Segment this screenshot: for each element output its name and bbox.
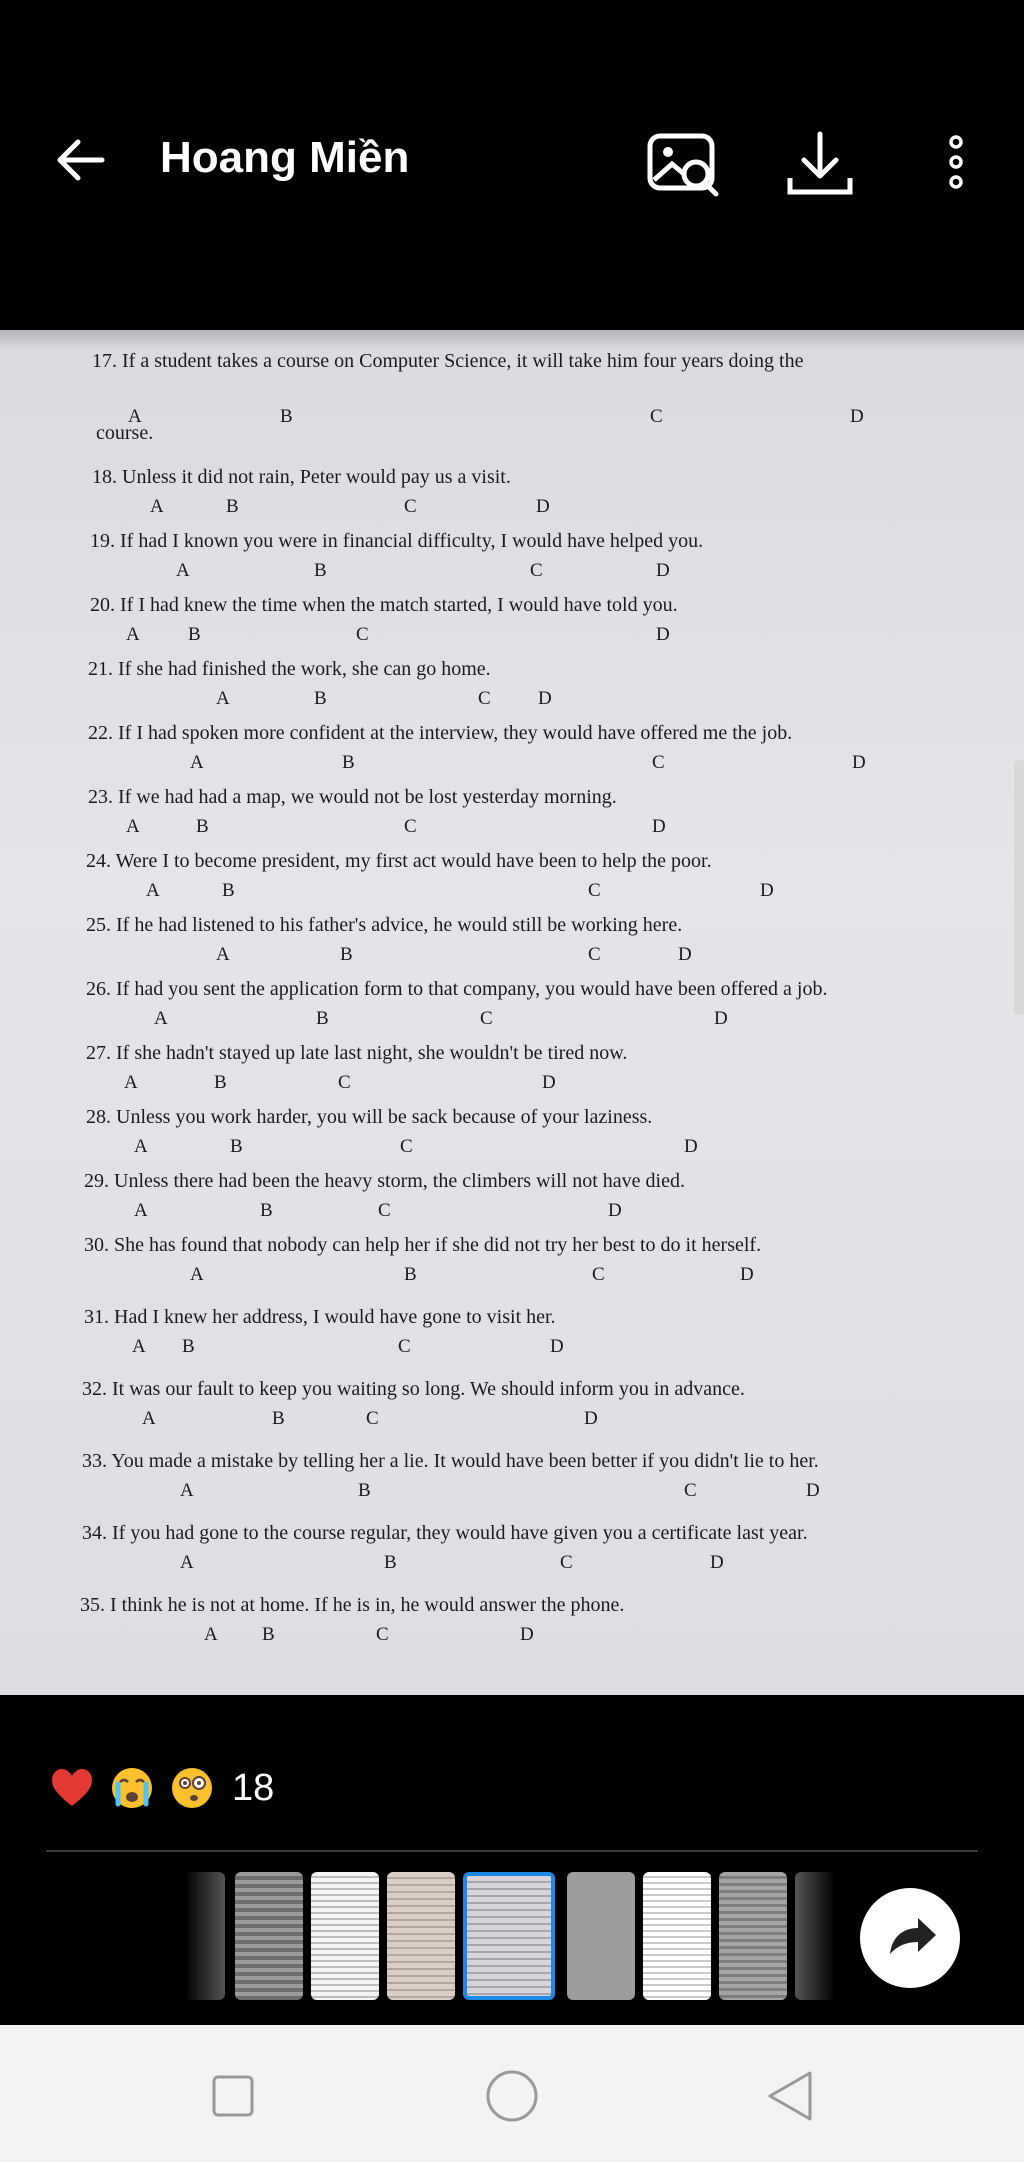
thumbnail-strip[interactable] [185,1872,845,2000]
question-text: I think he is not at home. If he is in, he would answer the phone. [110,1594,625,1616]
option-label: D [656,560,670,581]
question-number: 18. [92,466,117,488]
question-text: If I had knew the time when the match started, I would have told you. [120,594,678,616]
option-label: B [262,1624,275,1645]
question-number: 34. [82,1522,107,1544]
option-label: D [684,1136,698,1157]
option-label: C [398,1336,411,1357]
question-number: 21. [88,658,113,680]
question-text: Were I to become president, my first act would have been to help the poor. [115,850,712,872]
option-label: A [146,880,160,901]
question-text: She has found that nobody can help her if she did not try her best to do it herself. [114,1234,762,1256]
question-text: If she had finished the work, she can go home. [118,658,491,680]
question-text: Had I knew her address, I would have gone to visit her. [114,1306,556,1328]
reaction-count: 18 [232,1766,275,1809]
option-label: C [356,624,369,645]
option-label: C [378,1200,391,1221]
option-label: C [404,496,417,517]
question-number: 25. [86,914,111,936]
option-label: B [272,1408,285,1429]
option-label: A [204,1624,218,1645]
option-label: A [180,1480,194,1501]
question-number: 31. [84,1306,109,1328]
option-label: C [684,1480,697,1501]
option-label: B [404,1264,417,1285]
option-label: A [216,688,230,709]
worksheet-photo[interactable] [0,330,1024,1695]
option-label: D [542,1072,556,1093]
option-label: A [190,1264,204,1285]
side-scroll-handle[interactable] [1014,760,1024,1015]
option-label: C [530,560,543,581]
option-label: B [196,816,209,837]
option-label: B [314,560,327,581]
question-number: 19. [90,530,115,552]
share-button[interactable] [860,1888,960,1988]
thumbnail[interactable] [719,1872,787,2000]
question-text: If a student takes a course on Computer Science, it will take him four years doing the [122,350,804,372]
question-27 [86,1042,627,1065]
option-label: A [180,1552,194,1573]
question-19 [90,530,703,553]
option-label: C [338,1072,351,1093]
question-number: 35. [80,1594,105,1616]
question-17 [92,350,803,373]
option-label: A [126,624,140,645]
option-label: A [134,1136,148,1157]
question-22 [88,722,792,745]
thumbnail[interactable] [185,1872,225,2000]
question-24 [86,850,712,873]
option-label: A [132,1336,146,1357]
question-number: 22. [88,722,113,744]
option-label: A [150,496,164,517]
question-28 [86,1106,652,1129]
question-number: 27. [86,1042,111,1064]
question-text: It was our fault to keep you waiting so long. We should inform you in advance. [112,1378,745,1400]
thumbnail[interactable] [311,1872,379,2000]
option-label: A [124,1072,138,1093]
option-label: C [376,1624,389,1645]
option-label: A [154,1008,168,1029]
option-label: C [560,1552,573,1573]
thumbnail[interactable] [387,1872,455,2000]
option-label: D [538,688,552,709]
option-label: B [230,1136,243,1157]
question-number: 32. [82,1378,107,1400]
option-label: D [550,1336,564,1357]
option-label: C [400,1136,413,1157]
question-21 [88,658,491,681]
question-number: 33. [82,1450,107,1472]
option-label: C [650,406,663,427]
question-text: Unless it did not rain, Peter would pay us a visit. [122,466,511,488]
option-label: B [188,624,201,645]
option-label: D [584,1408,598,1429]
option-label: B [182,1336,195,1357]
option-label: B [260,1200,273,1221]
question-35 [80,1594,624,1617]
question-32 [82,1378,745,1401]
top-bar [0,0,1024,330]
question-29 [84,1170,685,1193]
question-number: 24. [86,850,111,872]
back-nav-icon[interactable] [766,2069,814,2123]
thumbnail[interactable] [235,1872,303,2000]
option-label: D [656,624,670,645]
heart-icon [50,1766,94,1810]
option-label: D [520,1624,534,1645]
question-23 [88,786,617,809]
option-label: D [740,1264,754,1285]
option-label: A [216,944,230,965]
question-text: If she hadn't stayed up late last night, she wouldn't be tired now. [116,1042,628,1064]
thumbnail-selected[interactable] [463,1872,555,2000]
option-label: B [316,1008,329,1029]
question-34 [82,1522,808,1545]
question-text: You made a mistake by telling her a lie. It would have been better if you didn't lie to her. [111,1450,819,1472]
option-label: A [134,1200,148,1221]
question-continuation: course. [96,422,154,444]
option-label: B [214,1072,227,1093]
question-26 [86,978,827,1001]
option-label: C [366,1408,379,1429]
option-label: C [404,816,417,837]
option-label: A [128,406,142,427]
option-label: D [710,1552,724,1573]
option-label: D [714,1008,728,1029]
question-20 [90,594,678,617]
recent-apps-icon[interactable] [212,2075,254,2117]
question-25 [86,914,682,937]
back-arrow-icon[interactable] [50,130,110,190]
question-18 [92,466,511,489]
option-label: A [176,560,190,581]
question-number: 30. [84,1234,109,1256]
option-label: B [314,688,327,709]
crying-face-icon [110,1766,154,1810]
paper-edge-shadow [0,330,1024,350]
reactions-bar[interactable] [50,1760,274,1816]
download-icon[interactable] [782,128,858,204]
option-label: C [652,752,665,773]
option-label: C [480,1008,493,1029]
option-label: C [592,1264,605,1285]
option-label: B [226,496,239,517]
option-label: C [588,944,601,965]
option-label: B [342,752,355,773]
thumbnail[interactable] [643,1872,711,2000]
option-label: D [678,944,692,965]
question-number: 23. [88,786,113,808]
thumbnail[interactable] [795,1872,835,2000]
option-label: D [608,1200,622,1221]
option-label: B [358,1480,371,1501]
question-text: If you had gone to the course regular, they would have given you a certificate last year. [112,1522,808,1544]
question-30 [84,1234,761,1257]
option-label: D [536,496,550,517]
question-number: 20. [90,594,115,616]
question-text: If had you sent the application form to that company, you would have been offered a job. [116,978,828,1000]
question-text: Unless you work harder, you will be sack because of your laziness. [116,1106,653,1128]
image-search-icon[interactable] [646,128,722,204]
share-arrow-icon [860,1888,960,1988]
option-label: D [806,1480,820,1501]
option-label: D [852,752,866,773]
system-navigation-bar [0,2025,1024,2162]
option-label: A [142,1408,156,1429]
divider [46,1850,978,1852]
question-text: If we had had a map, we would not be lost yesterday morning. [118,786,617,808]
question-text: If I had spoken more confident at the interview, they would have offered me the job. [118,722,793,744]
option-label: B [222,880,235,901]
option-label: D [760,880,774,901]
question-number: 28. [86,1106,111,1128]
question-text: If he had listened to his father's advice, he would still be working here. [116,914,683,936]
question-number: 17. [92,350,117,372]
question-31 [84,1306,556,1329]
question-33 [82,1450,819,1473]
option-label: C [588,880,601,901]
question-text: Unless there had been the heavy storm, the climbers will not have died. [114,1170,685,1192]
option-label: D [850,406,864,427]
home-icon[interactable] [485,2069,539,2123]
surprised-face-icon [170,1766,214,1810]
conversation-title: Hoang Miền [160,133,410,182]
option-label: B [384,1552,397,1573]
option-label: C [478,688,491,709]
option-label: D [652,816,666,837]
option-label: B [340,944,353,965]
question-text: If had I known you were in financial difficulty, I would have helped you. [120,530,704,552]
option-label: B [280,406,293,427]
option-label: A [126,816,140,837]
more-vert-icon[interactable] [918,128,994,204]
question-number: 26. [86,978,111,1000]
thumbnail[interactable] [567,1872,635,2000]
option-label: A [190,752,204,773]
question-number: 29. [84,1170,109,1192]
